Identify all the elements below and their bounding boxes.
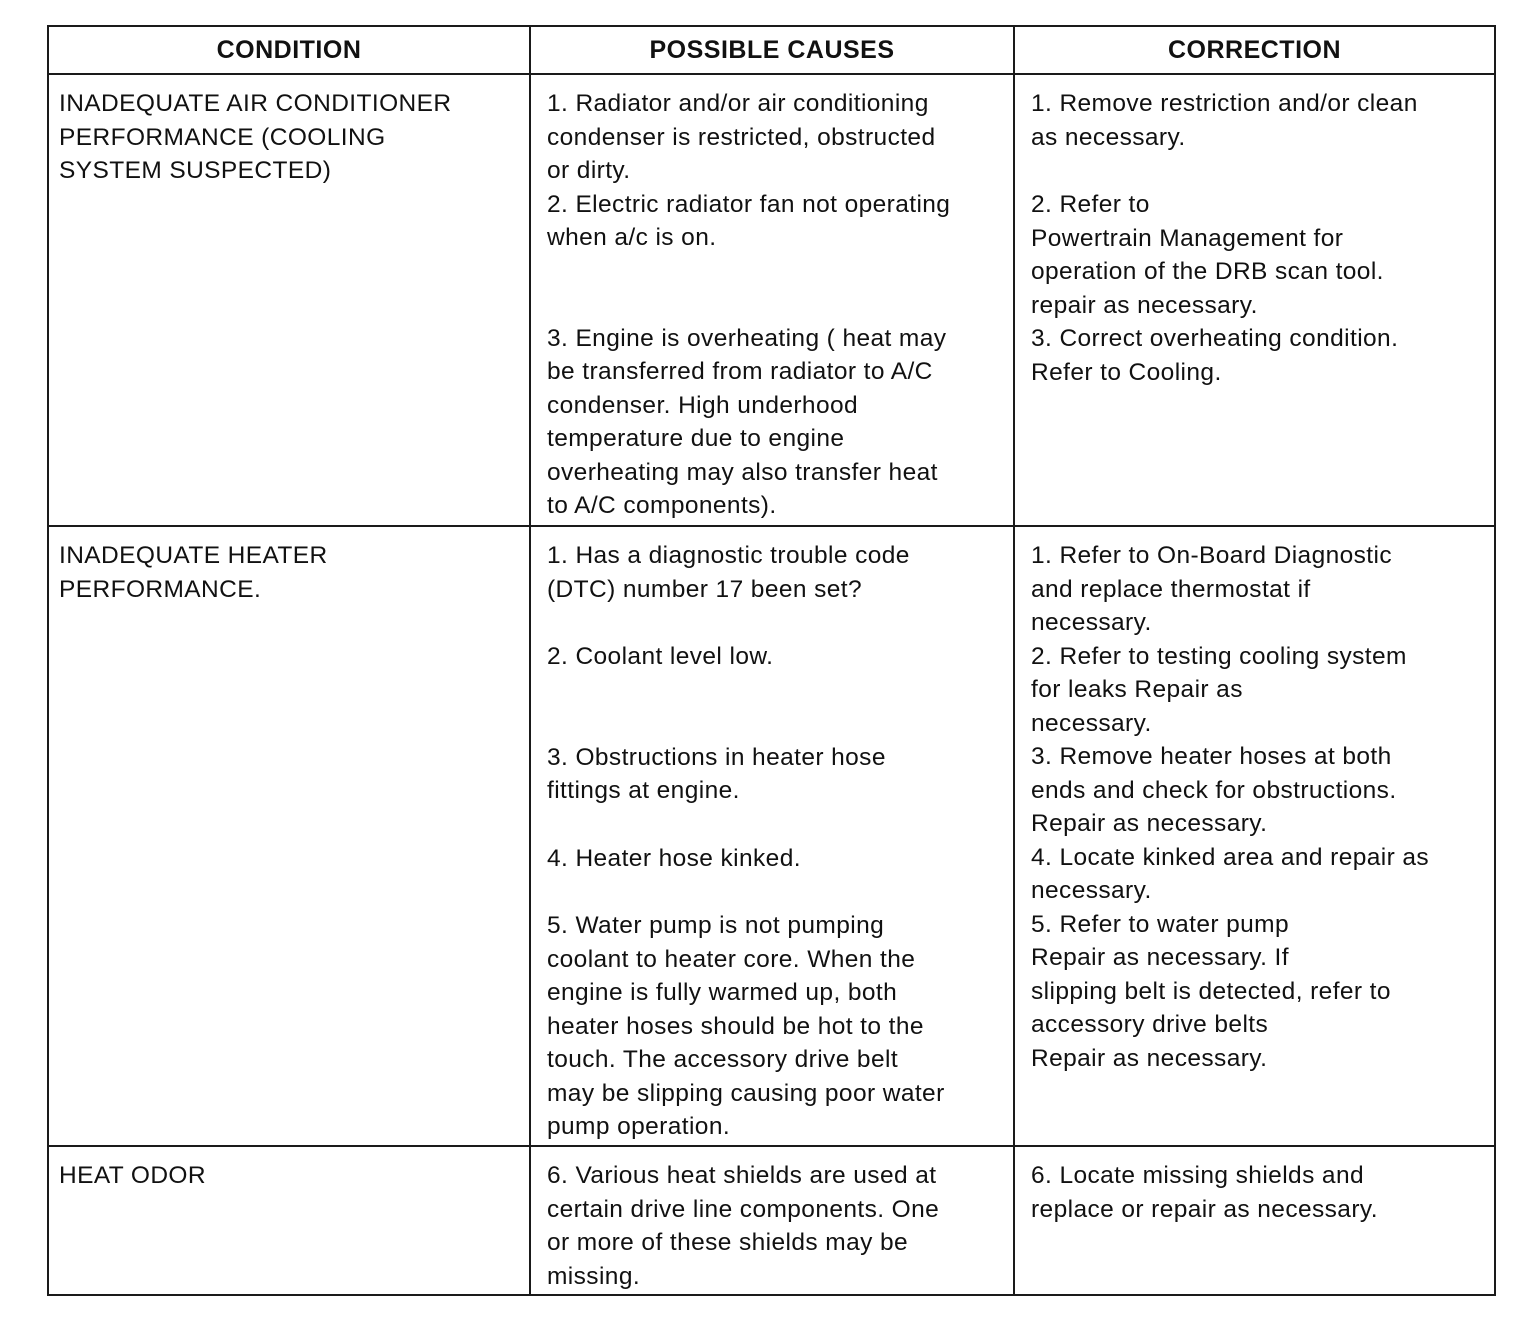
cause-item: 3. Engine is overheating ( heat may be transferred from radiator to A/C condenser. High underhood temperature due to engine overheating may also transfer heat to A/C components). (547, 324, 947, 519)
causes-cell (531, 527, 1015, 1145)
correction-item: 3. Correct overheating condition. Refer to Cooling. (1031, 325, 1399, 386)
cause-item: 1. Radiator and/or air conditioning condenser is restricted, obstructed or dirty. (547, 90, 936, 184)
corrections-cell (1015, 75, 1494, 525)
corrections-cell (1015, 1147, 1494, 1294)
correction-item: 1. Remove restriction and/or clean as necessary. (1031, 90, 1418, 151)
correction-item: 5. Refer to water pump Repair as necessary. If slipping belt is detected, refer to accessory drive belts Repair as necessary. (1031, 910, 1391, 1072)
cause-item: 2. Electric radiator fan not operating when a/c is on. (547, 190, 951, 251)
cause-item: 6. Various heat shields are used at certain drive line components. One or more of these shields may be missing. (547, 1162, 940, 1290)
table-header-row (49, 27, 1494, 75)
cause-item: 4. Heater hose kinked. (547, 844, 801, 872)
correction-item: 4. Locate kinked area and repair as necessary. (1031, 843, 1430, 904)
causes-cell (531, 1147, 1015, 1294)
condition-cell (49, 527, 531, 1145)
condition-text: HEAT ODOR (59, 1162, 206, 1189)
cause-item: 1. Has a diagnostic trouble code (DTC) number 17 been set? (547, 542, 910, 603)
correction-item: 3. Remove heater hoses at both ends and check for obstructions. Repair as necessary. (1031, 743, 1397, 837)
cause-item: 2. Coolant level low. (547, 643, 774, 670)
correction-item: 6. Locate missing shields and replace or repair as necessary. (1031, 1162, 1378, 1223)
condition-text: INADEQUATE HEATER PERFORMANCE. (59, 542, 328, 603)
condition-cell (49, 1147, 531, 1294)
correction-item: 1. Refer to On-Board Diagnostic and replace thermostat if necessary. (1031, 542, 1393, 636)
condition-cell (49, 75, 531, 525)
correction-item: 2. Refer to testing cooling system for leaks Repair as necessary. (1031, 642, 1407, 737)
causes-cell (531, 75, 1015, 525)
table-row (49, 75, 1494, 527)
diagnosis-table (47, 25, 1496, 1296)
header-possible-causes: POSSIBLE CAUSES (531, 27, 1015, 73)
table-row (49, 527, 1494, 1147)
condition-text: INADEQUATE AIR CONDITIONER PERFORMANCE (COOLING SYSTEM SUSPECTED) (59, 90, 452, 184)
cause-item: 5. Water pump is not pumping coolant to heater core. When the engine is fully warmed up, both heater hoses should be hot to the touch. The accessory drive belt may be slipping causing poor water pump operation. (547, 912, 945, 1140)
corrections-cell (1015, 527, 1494, 1145)
table-row (49, 1147, 1494, 1294)
header-condition: CONDITION (49, 27, 531, 73)
cause-item: 3. Obstructions in heater hose fittings at engine. (547, 743, 886, 804)
correction-item: 2. Refer to Powertrain Management for operation of the DRB scan tool. repair as necessary. (1031, 191, 1384, 319)
header-correction: CORRECTION (1167, 35, 1342, 64)
